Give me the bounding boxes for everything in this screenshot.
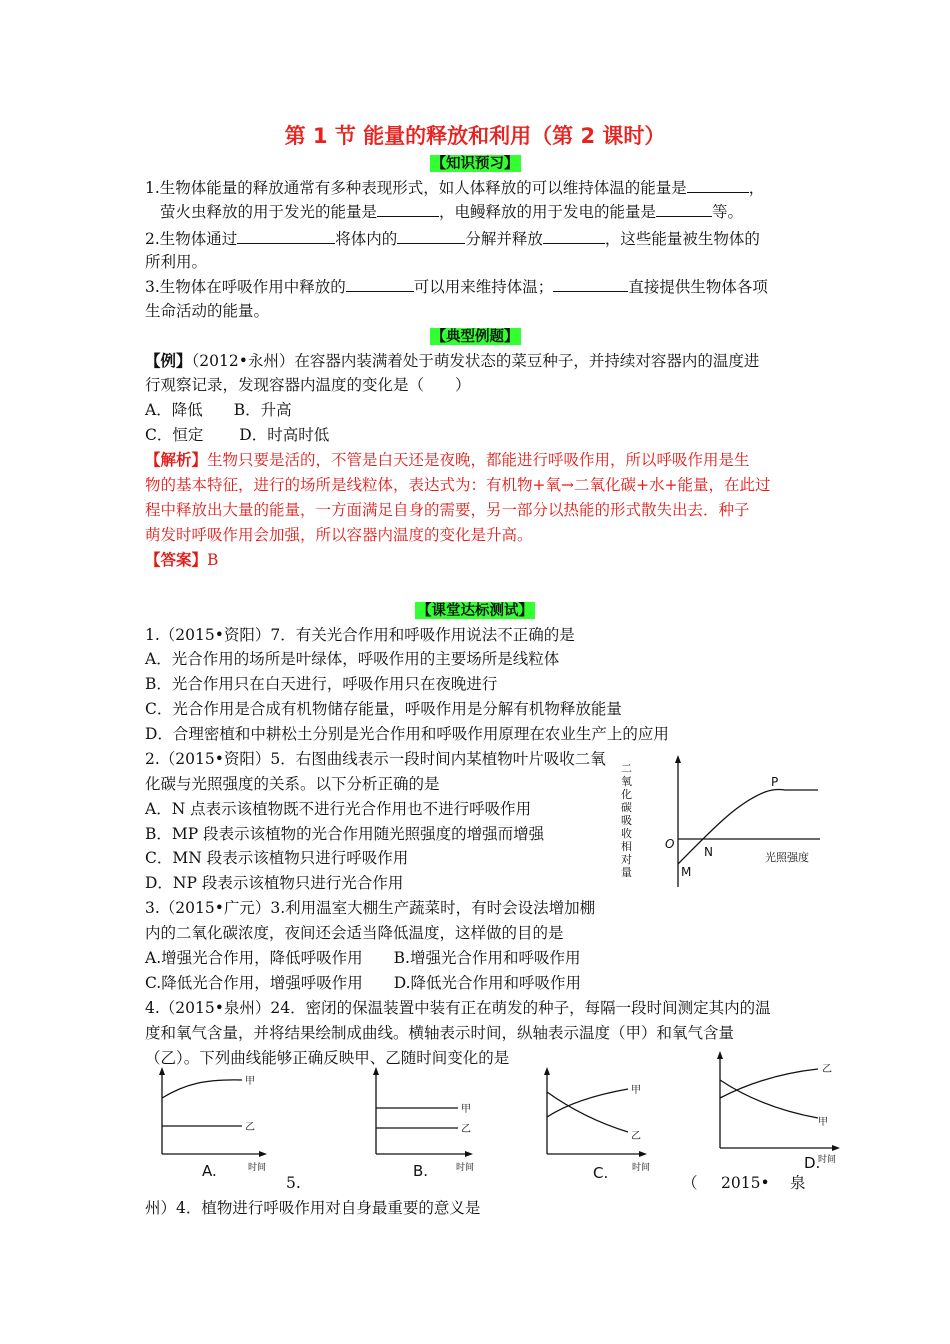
- test-q5-paren: （: [682, 1174, 698, 1192]
- page-title: 第 1 节 能量的释放和利用（第 2 课时）: [284, 124, 666, 148]
- svg-text:时间: 时间: [456, 1163, 475, 1173]
- test-q4-line2: 度和氧气含量，并将结果绘制成曲线。横轴表示时间，纵轴表示温度（甲）和氧气含量: [145, 1024, 735, 1042]
- test-q2-line2: 化碳与光照强度的关系。以下分析正确的是: [145, 775, 440, 793]
- origin-label: O: [665, 837, 675, 851]
- test-q2-option-c: C．MN 段表示该植物只进行呼吸作用: [145, 849, 409, 867]
- svg-text:乙: 乙: [822, 1064, 832, 1075]
- answer-blank[interactable]: [656, 200, 712, 217]
- svg-text:碳: 碳: [621, 801, 632, 814]
- answer-blank[interactable]: [553, 275, 628, 292]
- svg-text:相: 相: [621, 840, 632, 853]
- test-q5-number: 5.: [286, 1174, 301, 1192]
- curve-yi: [720, 1069, 818, 1098]
- analysis-line3: 程中释放出大量的能量，一方面满足自身的需要，另一部分以热能的形式散失出去．种子: [145, 501, 750, 519]
- test-q1-option-b: B．光合作用只在白天进行，呼吸作用只在夜晚进行: [145, 675, 498, 693]
- example-question-line1: 【例】（2012•永州）在容器内装满着处于萌发状态的菜豆种子，并持续对容器内的温度进: [145, 351, 760, 370]
- preview-q2-line1: 2.生物体通过 将体内的 分解并释放 ，这些能量被生物体的: [145, 227, 760, 250]
- test-q3-options-ab: A.增强光合作用，降低呼吸作用 B.增强光合作用和呼吸作用: [145, 949, 581, 967]
- option-a-chart: [159, 1067, 267, 1180]
- analysis-line4: 萌发时呼吸作用会加强，所以容器内温度的变化是升高。: [145, 526, 533, 544]
- option-d-chart: [717, 1051, 840, 1172]
- svg-text:乙: 乙: [245, 1122, 255, 1133]
- test-q5-line2: 州）4．植物进行呼吸作用对自身最重要的意义是: [145, 1199, 481, 1217]
- svg-text:氧: 氧: [621, 775, 632, 788]
- test-q2-option-b: B．MP 段表示该植物的光合作用随光照强度的增强而增强: [145, 825, 545, 843]
- option-c-label: C.: [593, 1164, 609, 1182]
- test-q3-line2: 内的二氧化碳浓度，夜间还会适当降低温度，这样做的目的是: [145, 924, 564, 942]
- test-q2-option-a: A．N 点表示该植物既不进行光合作用也不进行呼吸作用: [145, 800, 532, 818]
- svg-text:吸: 吸: [621, 814, 632, 827]
- answer-blank[interactable]: [237, 227, 335, 244]
- test-q3-options-cd: C.降低光合作用，增强呼吸作用 D.降低光合作用和呼吸作用: [145, 974, 582, 992]
- y-axis-label: [621, 762, 632, 879]
- test-q2-line1: 2.（2015•资阳）5．右图曲线表示一段时间内某植物叶片吸收二氧: [145, 750, 606, 768]
- preview-q3-line1: 3.生物体在呼吸作用中释放的 可以用来维持体温； 直接提供生物体各项: [145, 275, 768, 298]
- answer-blank[interactable]: [346, 275, 414, 292]
- svg-text:甲: 甲: [461, 1104, 471, 1115]
- option-d-label: D.: [804, 1154, 821, 1172]
- svg-text:时间: 时间: [248, 1163, 267, 1173]
- svg-text:量: 量: [621, 866, 632, 879]
- example-question-line2: 行观察记录，发现容器内温度的变化是（ ）: [145, 376, 471, 394]
- svg-text:时间: 时间: [632, 1163, 651, 1173]
- point-n-label: N: [704, 845, 713, 859]
- example-options-ab: A．降低 B．升高: [145, 401, 292, 419]
- svg-text:甲: 甲: [245, 1076, 255, 1087]
- preview-q1-line1: 1.生物体能量的释放通常有多种表现形式，如人体释放的可以维持体温的能量是 ，: [145, 176, 764, 199]
- co2-light-curve-figure: [615, 752, 825, 890]
- test-q1: 1.（2015•资阳）7．有关光合作用和呼吸作用说法不正确的是: [145, 626, 575, 644]
- svg-text:二: 二: [621, 762, 632, 775]
- analysis-line1: 【解析】生物只要是活的，不管是白天还是夜晚，都能进行呼吸作用，所以呼吸作用是生: [145, 450, 750, 469]
- section-header-preview: 【知识预习】: [431, 155, 519, 172]
- svg-text:时间: 时间: [818, 1155, 837, 1165]
- section-header-examples: 【典型例题】: [431, 328, 519, 345]
- section-header-test: 【课堂达标测试】: [417, 602, 533, 619]
- test-q3-line1: 3.（2015•广元）3.利用温室大棚生产蔬菜时，有时会设法增加棚: [145, 899, 596, 917]
- test-q4-line1: 4.（2015•泉州）24．密闭的保温装置中装有正在萌发的种子，每隔一段时间测定其内的温: [145, 999, 771, 1017]
- option-b-label: B.: [413, 1162, 429, 1180]
- svg-text:甲: 甲: [818, 1117, 828, 1128]
- option-a-label: A.: [202, 1162, 217, 1180]
- test-q4-line3: （乙）。下列曲线能够正确反映甲、乙随时间变化的是: [145, 1049, 510, 1067]
- q4-option-curves-figure: [150, 1050, 850, 1190]
- svg-text:对: 对: [621, 853, 632, 866]
- curve-jia: [720, 1080, 818, 1118]
- test-q5-year: 2015•: [721, 1174, 770, 1192]
- answer-blank[interactable]: [397, 227, 465, 244]
- test-q1-option-d: D．合理密植和中耕松土分别是光合作用和呼吸作用原理在农业生产上的应用: [145, 725, 669, 743]
- svg-text:收: 收: [621, 827, 632, 840]
- answer-blank[interactable]: [377, 200, 439, 217]
- option-b-chart: [373, 1067, 474, 1180]
- point-p-label: P: [771, 775, 779, 789]
- answer-line: 【答案】B: [145, 550, 219, 569]
- test-q1-option-c: C．光合作用是合成有机物储存能量，呼吸作用是分解有机物释放能量: [145, 700, 622, 718]
- x-axis-label: 光照强度: [765, 851, 809, 864]
- test-q5-city: 泉: [790, 1174, 806, 1192]
- svg-text:乙: 乙: [461, 1124, 471, 1135]
- curve-jia: [547, 1089, 628, 1117]
- option-c-chart: [544, 1067, 650, 1182]
- analysis-line2: 物的基本特征，进行的场所是线粒体，表达式为：有机物+氧→二氧化碳+水+能量，在此过: [145, 476, 771, 494]
- svg-text:甲: 甲: [631, 1085, 641, 1096]
- test-q2-option-d: D．NP 段表示该植物只进行光合作用: [145, 874, 404, 892]
- preview-q1-line2: 萤火虫释放的用于发光的能量是 ，电鳗释放的用于发电的能量是 等。: [160, 200, 743, 223]
- curve-jia: [162, 1080, 242, 1098]
- answer-blank[interactable]: [687, 176, 749, 193]
- curve-yi: [547, 1092, 628, 1132]
- y-axis-arrow: [675, 755, 681, 763]
- point-m-label: M: [681, 865, 692, 879]
- preview-q3-line2: 生命活动的能量。: [145, 302, 270, 320]
- svg-text:乙: 乙: [631, 1131, 641, 1142]
- preview-q2-line2: 所利用。: [145, 253, 208, 271]
- answer-blank[interactable]: [543, 227, 605, 244]
- svg-text:化: 化: [621, 788, 632, 801]
- test-q1-option-a: A．光合作用的场所是叶绿体，呼吸作用的主要场所是线粒体: [145, 650, 560, 668]
- example-options-cd: C．恒定 D．时高时低: [145, 426, 330, 444]
